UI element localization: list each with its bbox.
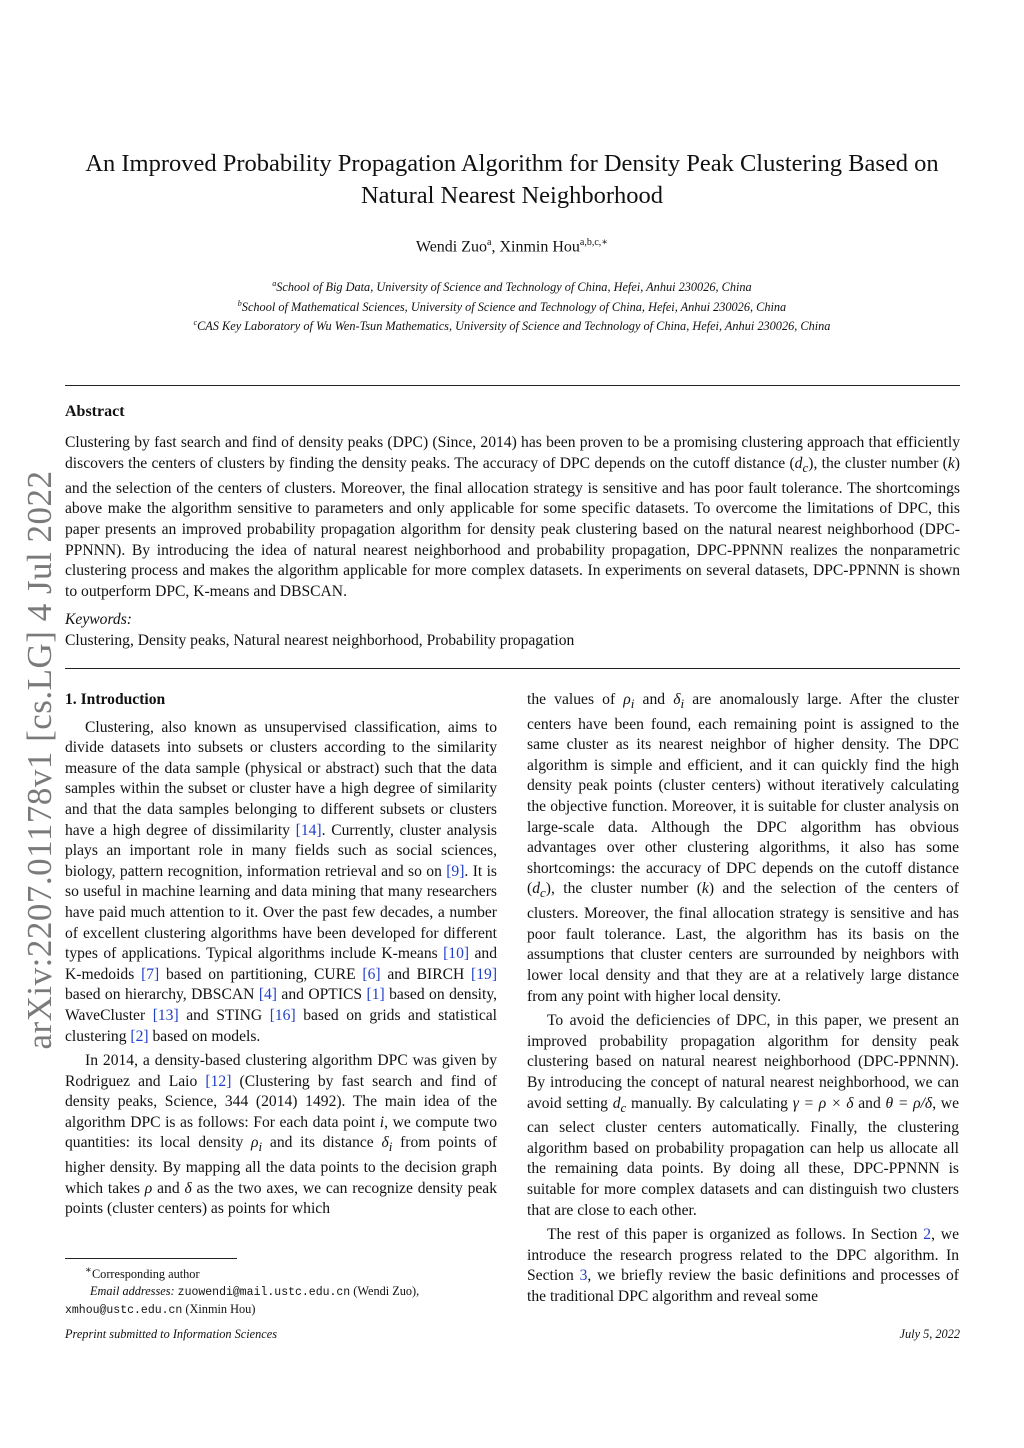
footnote (65, 1263, 505, 1320)
math-delta: δ (184, 1179, 192, 1197)
citation-link[interactable]: [13] (152, 1006, 179, 1024)
abstract-heading: Abstract (65, 403, 125, 420)
citation-link[interactable]: [16] (269, 1006, 296, 1024)
citation-link[interactable]: [7] (141, 965, 160, 983)
abstract-bottom-rule (65, 668, 960, 669)
affiliation-b (70, 296, 954, 316)
citation-link[interactable]: [9] (446, 862, 465, 880)
math-theta-equation: θ = ρ/δ (885, 1094, 933, 1112)
title-line-2: Natural Nearest Neighborhood (360, 182, 664, 209)
citation-link[interactable]: [19] (471, 965, 498, 983)
paragraph: To avoid the deficiencies of DPC, in this paper, we present an improved probability propagation algorithm for density peak clustering based on natural nearest neighborhood (DPC-PPNNN). By introducing the concept of natural nearest neighborhood, we can avoid setting $d_c$ manually. By calculating γ = ρ × δ and θ = ρ/δ, we can select cluster centers automatically. Finally, the clustering algorithm based on probability propagation can help us allocate all the remaining data points. By doing all these, DPC-PPNNN is suitable for more complex datasets and can distinguish two clusters that are close to each other. (527, 1012, 959, 1219)
math-k: k (701, 880, 709, 898)
math-delta-i: $\delta_i$ (673, 691, 685, 712)
math-dc: $d_c$ (532, 880, 546, 901)
citation-link[interactable]: [1] (366, 986, 385, 1004)
section-heading-introduction: 1. Introduction (65, 691, 166, 708)
affiliation-text: CAS Key Laboratory of Wu Wen-Tsun Mathematics, University of Science and Technology of China, Hefei, Anhui 230026, China (197, 319, 831, 334)
left-column (65, 690, 497, 1220)
math-gamma-equation: γ = ρ × δ (792, 1094, 854, 1112)
math-delta-i: $\delta_i$ (381, 1134, 393, 1155)
footer-preprint-note: Preprint submitted to Information Sciences (65, 1327, 277, 1341)
math-rho-i: $\rho_i$ (623, 691, 635, 712)
arxiv-sidebar-stamp (12, 470, 68, 1050)
author-2-sup: a,b,c,∗ (579, 237, 609, 248)
footnote-emails: Email addresses: zuowendi@mail.ustc.edu.cn (Wendi Zuo), (90, 1283, 420, 1299)
math-dc: $d_c$ (794, 454, 809, 475)
math-rho: ρ (144, 1179, 153, 1197)
section-link[interactable]: 2 (923, 1226, 932, 1244)
math-rho-i: $\rho_i$ (251, 1134, 263, 1155)
math-i: i (379, 1113, 385, 1131)
footnote-corresponding: ∗Corresponding author (85, 1265, 200, 1282)
affiliation-c (70, 315, 954, 335)
math-k: k (947, 454, 955, 472)
affiliation-mark: c (193, 318, 198, 328)
affiliation-a (70, 276, 954, 296)
affiliations (70, 276, 954, 335)
abstract-top-rule (65, 385, 960, 386)
keywords-heading: Keywords: (65, 611, 132, 628)
email-link[interactable]: xmhou@ustc.edu.cn (65, 1304, 183, 1318)
citation-link[interactable]: [14] (295, 821, 322, 839)
authors: Wendi Zuo$^a$, Xinmin Hou$^{a,b,c,∗}$ (415, 237, 609, 256)
affiliation-text: School of Mathematical Sciences, University of Science and Technology of China, Hefei, Anhui 230026, China (241, 299, 787, 314)
citation-link[interactable]: [10] (443, 945, 470, 963)
footnote-emails-cont: xmhou@ustc.edu.cn (Xinmin Hou) (65, 1302, 256, 1318)
footer-date: July 5, 2022 (899, 1327, 960, 1341)
author-1: Wendi Zuo (415, 238, 488, 256)
footnote-rule (65, 1258, 237, 1259)
paper-title (70, 148, 954, 212)
citation-link[interactable]: [4] (258, 986, 277, 1004)
affiliation-mark: a (272, 279, 277, 288)
right-column (527, 690, 959, 1308)
arxiv-id: arXiv:2207.01178v1 [cs.LG] 4 Jul 2022 (20, 470, 59, 1050)
keywords-text: Clustering, Density peaks, Natural nearest neighborhood, Probability propagation (65, 632, 575, 649)
citation-link[interactable]: [12] (205, 1072, 232, 1090)
paragraph: The rest of this paper is organized as follows. In Section 2, we introduce the research progress related to the DPC algorithm. In Section 3, we briefly review the basic definitions and processes of the traditional DPC algorithm and reveal some (527, 1226, 959, 1305)
abstract-body (65, 433, 960, 603)
author-1-sup: a (487, 237, 492, 248)
title-line-1: An Improved Probability Propagation Algorithm for Density Peak Clustering Based on (85, 150, 939, 177)
paragraph: Clustering, also known as unsupervised classification, aims to divide datasets into subsets or clusters according to the similarity measure of the data sample (physical or abstract) such that the data samples within the subset or cluster have a high degree of similarity and that the data samples belonging to different subsets or clusters have a high degree of dissimilarity [14]. Currently, cluster analysis plays an important role in many fields such as social sciences, biology, pattern recognition, information retrieval and so on [9]. It is so useful in machine learning and data mining that many researchers have paid much attention to it. Over the past few decades, a number of excellent clustering algorithms have been developed for different types of applications. Typical algorithms include K-means [10] and K-medoids [7] based on partitioning, CURE [6] and BIRCH [19] based on hierarchy, DBSCAN [4] and OPTICS [1] based on density, WaveCluster [13] and STING [16] based on grids and statistical clustering [2] based on models. (65, 718, 498, 1045)
section-link[interactable]: 3 (579, 1267, 588, 1285)
citation-link[interactable]: [6] (362, 965, 381, 983)
affiliation-mark: b (237, 298, 242, 308)
paragraph: In 2014, a density-based clustering algorithm DPC was given by Rodriguez and Laio [12] (Clustering by fast search and find of density peaks, Science, 344 (2014) 1492). The main idea of the algorithm DPC is as follows: For each data point i, we compute two quantities: its local density $\rho_i$ and its distance $\delta_i$ from points of higher density. By mapping all the data points to the decision graph which takes ρ and δ as the two axes, we can recognize density peak points (cluster centers) as points for which (65, 1052, 498, 1218)
affiliation-text: School of Big Data, University of Science and Technology of China, Hefei, Anhui 230026, China (276, 280, 752, 295)
citation-link[interactable]: [2] (130, 1027, 149, 1045)
author-2: Xinmin Hou (499, 238, 580, 256)
abstract-text: Clustering by fast search and find of density peaks (DPC) (Since, 2014) has been proven to be a promising clustering approach that efficiently discovers the centers of clusters by finding the density peaks. The accuracy of DPC depends on the cutoff distance ( (65, 434, 960, 472)
email-link[interactable]: zuowendi@mail.ustc.edu.cn (177, 1285, 351, 1299)
paragraph: the values of $\rho_i$ and $\delta_i$ are anomalously large. After the cluster centers have been found, each remaining point is assigned to the same cluster as its nearest neighbor of higher density. The DPC algorithm is simple and efficient, and it can quickly find the high density peak points (cluster centers) without iteratively calculating the objective function. Moreover, it is suitable for cluster analysis on large-scale data. Although the DPC algorithm has obvious advantages over other clustering algorithms, it also has some shortcomings: the accuracy of DPC depends on the cutoff distance $(d_c)$, the cluster number (k) and the selection of the centers of clusters. Moreover, the final allocation strategy is sensitive and has poor fault tolerance. Last, the algorithm has its basis on the assumptions that cluster centers are surrounded by neighbors with lower local density and that they are at a relatively large distance from any point with higher local density. (527, 691, 960, 1005)
abstract-text: ) and the selection of the centers of clusters. Moreover, the final allocation strategy is sensitive and has poor fault tolerance. The shortcomings above make the algorithm sensitive to parameters and only applicable for some specific datasets. To overcome the limitations of DPC, this paper presents an improved probability propagation algorithm for density peak clustering based on the natural nearest neighborhood (DPC-PPNNN). By introducing the idea of natural nearest neighborhood and probability propagation, DPC-PPNNN realizes the nonparametric clustering process and makes the algorithm applicable for more complex datasets. In experiments on several datasets, DPC-PPNNN is shown to outperform DPC, K-means and DBSCAN. (65, 454, 960, 601)
math-dc: $d_c$ (612, 1094, 627, 1115)
abstract-text: ), the cluster number ( (808, 454, 948, 472)
